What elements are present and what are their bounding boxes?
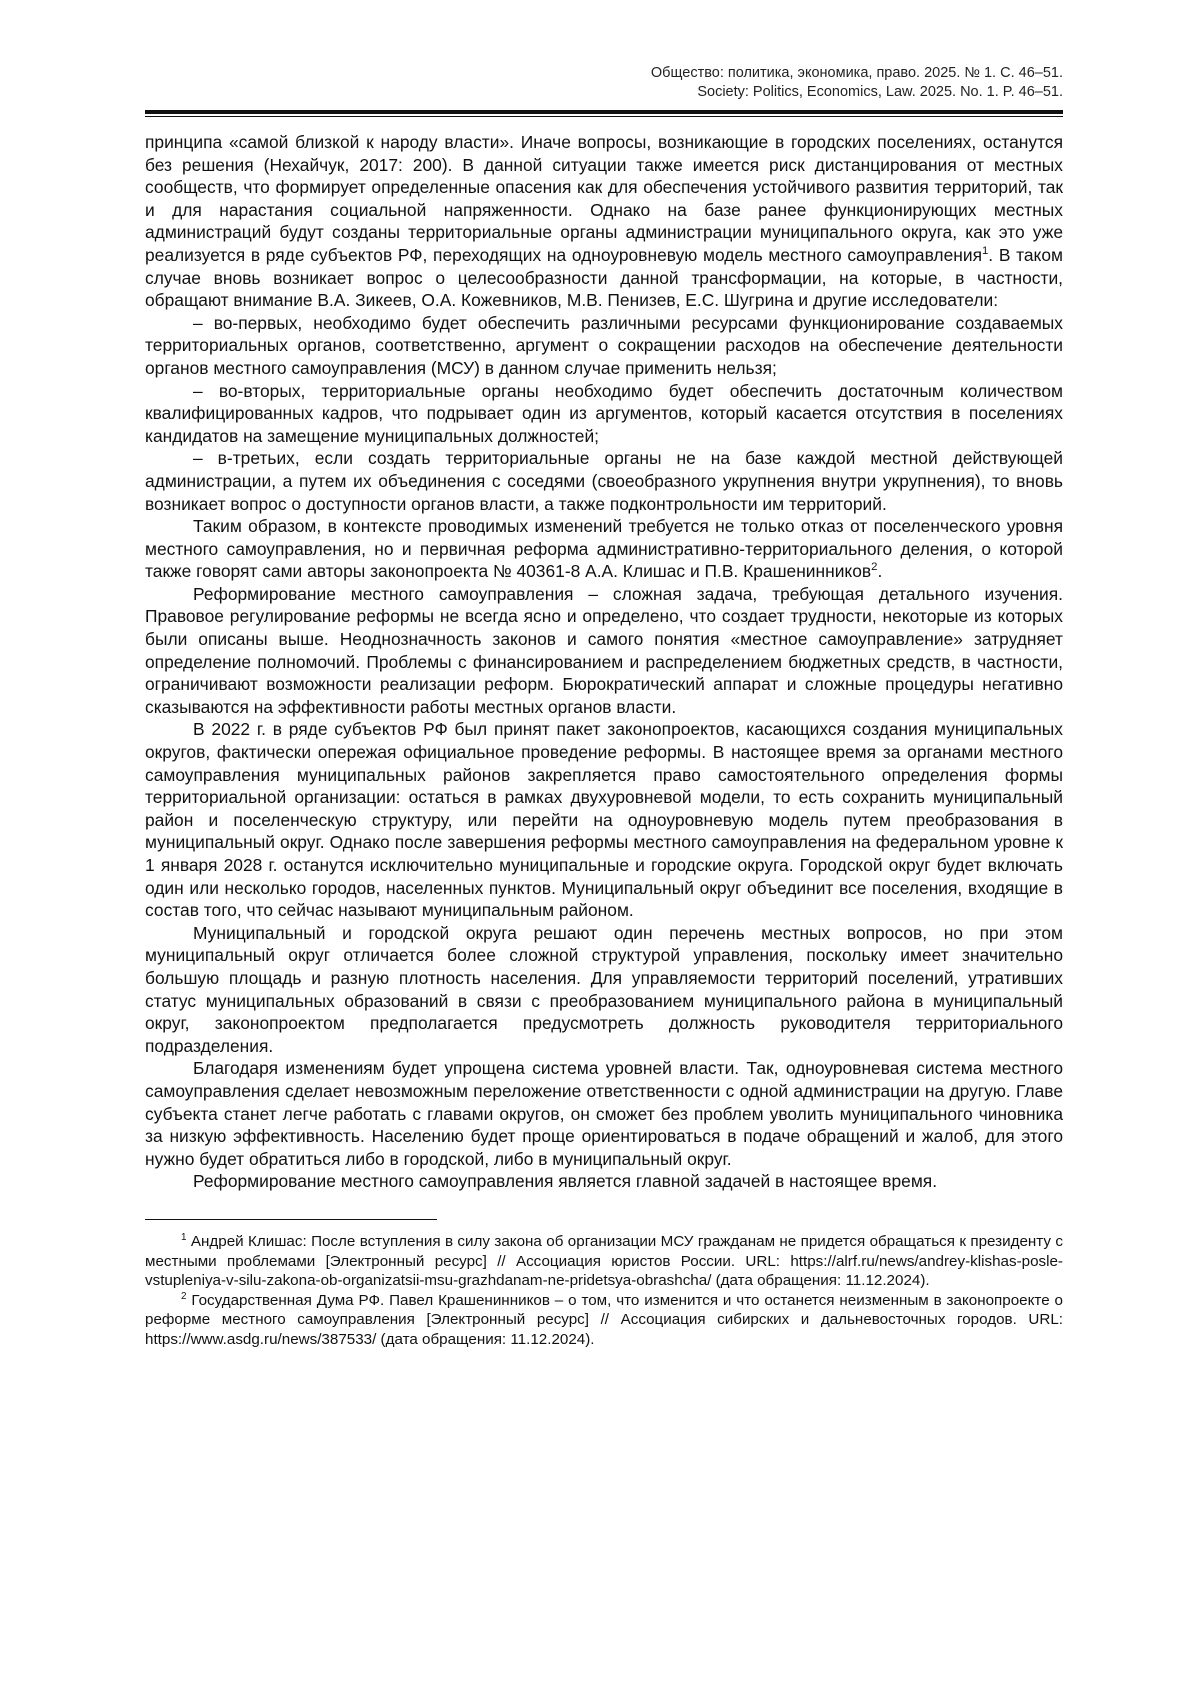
paragraph-1-text-a: принципа «самой близкой к народу власти». Иначе вопросы, возникающие в городских поселениях, останутся без решения (Нехайчук, 2017: 200). В данной ситуации также имеется риск дистанцирования от местных сообществ, что формирует определенные опасения как для обеспечения устойчивого развития территорий, так и для нарастания социальной напряженности. Однако на базе ранее функционирующих местных администраций будут созданы территориальные органы администрации муниципального округа, как это уже реализуется в ряде субъектов РФ, переходящих на одноуровневую модель местного самоуправления — [145, 132, 1063, 265]
list-item-third: – в-третьих, если создать территориальные органы не на базе каждой местной действующей администрации, а путем их объединения с соседями (своеобразного укрупнения внутри укрупнения), то вновь возникает вопрос о доступности органов власти, а также подконтрольности им территорий. — [145, 448, 1063, 514]
header-rule-thin — [145, 116, 1063, 117]
footnote-ref-1[interactable]: 1 — [981, 245, 989, 258]
footnote-2 — [145, 1291, 1063, 1350]
page — [145, 64, 1063, 1349]
paragraph-4: В 2022 г. в ряде субъектов РФ был принят пакет законопроектов, касающихся создания муниципальных округов, фактически опережая официальное проведение реформы. В настоящее время за органами местного самоуправления муниципальных районов закрепляется право самостоятельного определения формы территориальной организации: остаться в рамках двухуровневой модели, то есть сохранить муниципальный район и поселенческую структуру, или перейти на одноуровневую модель путем преобразования в муниципальный округ. Однако после завершения реформы местного самоуправления на федеральном уровне к 1 января 2028 г. останутся исключительно муниципальные и городские округа. Городской округ будет включать один или несколько городов, населенных пунктов. Муниципальный округ объединит все поселения, входящие в состав того, что сейчас называют муниципальным районом. — [145, 719, 1063, 921]
article-body — [145, 131, 1063, 1193]
list-item-second: – во-вторых, территориальные органы необходимо будет обеспечить достаточным количеством квалифицированных кадров, что подрывает один из аргументов, который касается отсутствия в поселениях кандидатов на замещение муниципальных должностей; — [145, 380, 1063, 446]
header-rule-thick — [145, 110, 1063, 114]
header-line-en: Society: Politics, Economics, Law. 2025. No. 1. P. 46–51. — [697, 84, 1063, 100]
paragraph-5: Муниципальный и городской округа решают один перечень местных вопросов, но при этом муниципальный округ отличается более сложной структурой управления, поскольку имеет значительно большую площадь и разную плотность населения. Для управляемости территорий поселений, утративших статус муниципальных образований в связи с преобразованием муниципального района в муниципальный округ, законопроектом предполагается предусмотреть должность руководителя территориального подразделения. — [145, 922, 1063, 1056]
paragraph-2-text-b: . — [877, 561, 883, 582]
paragraph-2 — [145, 515, 1063, 583]
footnote-separator — [145, 1219, 437, 1220]
header-line-ru: Общество: политика, экономика, право. 2025. № 1. С. 46–51. — [650, 65, 1063, 81]
paragraph-1-text-b: . В таком случае вновь возникает вопрос о целесообразности данной трансформации, на которые, в частности, обращают внимание В.А. Зикеев, О.А. Кожевников, М.В. Пенизев, Е.С. Шугрина и другие исследователи: — [145, 244, 1063, 311]
paragraph-1 — [145, 131, 1063, 312]
footnote-1-number: 1 — [181, 1231, 187, 1243]
paragraph-3: Реформирование местного самоуправления – сложная задача, требующая детального изучения. Правовое регулирование реформы не всегда ясно и определено, что создает трудности, некоторые из которых были описаны выше. Неоднозначность законов и самого понятия «местное самоуправление» затрудняет определение полномочий. Проблемы с финансированием и распределением бюджетных средств, в частности, ограничивают возможности реализации реформ. Бюрократический аппарат и сложные процедуры негативно сказываются на эффективности работы местных органов власти. — [145, 583, 1063, 717]
footnote-1-text: Андрей Клишас: После вступления в силу закона об организации МСУ гражданам не придется обращаться к президенту с местными проблемами [Электронный ресурс] // Ассоциация юристов России. URL: https://alrf.ru/news/andrey-klishas-posle-vstupleniya-v-silu-zakona-ob-organizatsii-msu-grazhdanam-ne-pridetsya-obrashcha/ (дата обращения: 11.12.2024). — [145, 1232, 1063, 1290]
footnote-1 — [145, 1232, 1063, 1291]
paragraph-6: Благодаря изменениям будет упрощена система уровней власти. Так, одноуровневая система местного самоуправления сделает невозможным переложение ответственности с одной администрации на другую. Главе субъекта станет легче работать с главами округов, он сможет без проблем уволить муниципального чиновника за низкую эффективность. Населению будет проще ориентироваться в подаче обращений и жалоб, для этого нужно будет обратиться либо в городской, либо в муниципальный округ. — [145, 1058, 1063, 1169]
footnote-2-text: Государственная Дума РФ. Павел Крашенинников – о том, что изменится и что останется неизменным в законопроекте о реформе местного самоуправления [Электронный ресурс] // Ассоциация сибирских и дальневосточных городов. URL: https://www.asdg.ru/news/387533/ (дата обращения: 11.12.2024). — [145, 1291, 1063, 1348]
list-item-first: – во-первых, необходимо будет обеспечить различными ресурсами функционирование создаваемых территориальных органов, соответственно, аргумент о сокращении расходов на обеспечение деятельности органов местного самоуправления (МСУ) в данном случае применить нельзя; — [145, 312, 1063, 378]
paragraph-2-text-a: Таким образом, в контексте проводимых изменений требуется не только отказ от поселенческого уровня местного самоуправления, но и первичная реформа административно-территориального деления, о которой также говорят сами авторы законопроекта № 40361-8 А.А. Клишас и П.В. Крашенинников — [145, 516, 1063, 582]
footnote-ref-2[interactable]: 2 — [871, 561, 878, 574]
footnotes — [145, 1232, 1063, 1350]
footnote-2-number: 2 — [181, 1290, 187, 1302]
running-header — [145, 64, 1063, 102]
paragraph-7: Реформирование местного самоуправления является главной задачей в настоящее время. — [193, 1171, 938, 1192]
